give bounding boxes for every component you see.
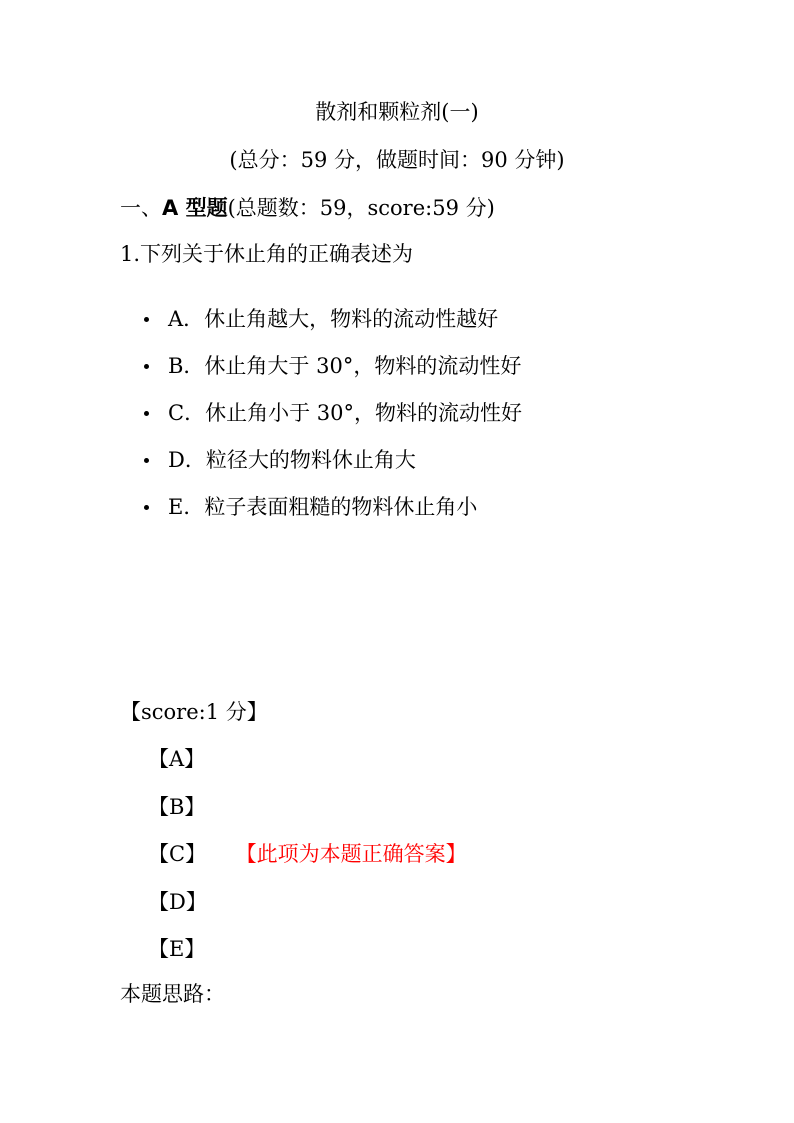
option-text: B．休止角大于 30°，物料的流动性好 xyxy=(168,354,522,378)
option-list xyxy=(140,304,522,539)
option-text: D．粒径大的物料休止角大 xyxy=(168,448,416,472)
answer-label: 【D】 xyxy=(148,889,207,914)
answer-label: 【C】 xyxy=(148,842,207,866)
section-info: (总题数：59，score:59 分) xyxy=(227,196,495,220)
answer-list xyxy=(148,744,467,982)
document-title: 散剂和颗粒剂(一) xyxy=(315,100,479,124)
bullet-icon xyxy=(144,411,149,416)
answer-label: 【A】 xyxy=(148,747,206,771)
section-heading xyxy=(120,194,495,222)
answer-label: 【B】 xyxy=(148,794,206,819)
option-item-d xyxy=(140,445,522,492)
option-text: C．休止角小于 30°，物料的流动性好 xyxy=(168,401,522,425)
bullet-icon xyxy=(144,364,149,369)
score-label: 【score:1 分】 xyxy=(120,700,268,724)
option-text: A．休止角越大，物料的流动性越好 xyxy=(168,307,499,331)
question-stem: 1.下列关于休止角的正确表述为 xyxy=(120,242,414,266)
explanation-label: 本题思路： xyxy=(120,982,225,1006)
option-item-b xyxy=(140,351,522,398)
bullet-icon xyxy=(144,458,149,463)
answer-item-c xyxy=(148,839,467,887)
section-prefix: 一、 xyxy=(120,196,162,220)
option-item-c xyxy=(140,398,522,445)
correct-answer-note: 【此项为本题正确答案】 xyxy=(246,842,467,866)
document-subtitle: (总分：59 分，做题时间：90 分钟) xyxy=(229,148,565,172)
bullet-icon xyxy=(144,505,149,510)
answer-item-d xyxy=(148,887,467,935)
option-item-e xyxy=(140,492,522,539)
section-type-label: A 型题 xyxy=(162,196,228,220)
answer-label: 【E】 xyxy=(148,937,206,961)
option-item-a xyxy=(140,304,522,351)
answer-item-a xyxy=(148,744,467,792)
answer-item-b xyxy=(148,792,467,840)
answer-item-e xyxy=(148,934,467,982)
bullet-icon xyxy=(144,317,149,322)
option-text: E．粒子表面粗糙的物料休止角小 xyxy=(168,495,478,519)
